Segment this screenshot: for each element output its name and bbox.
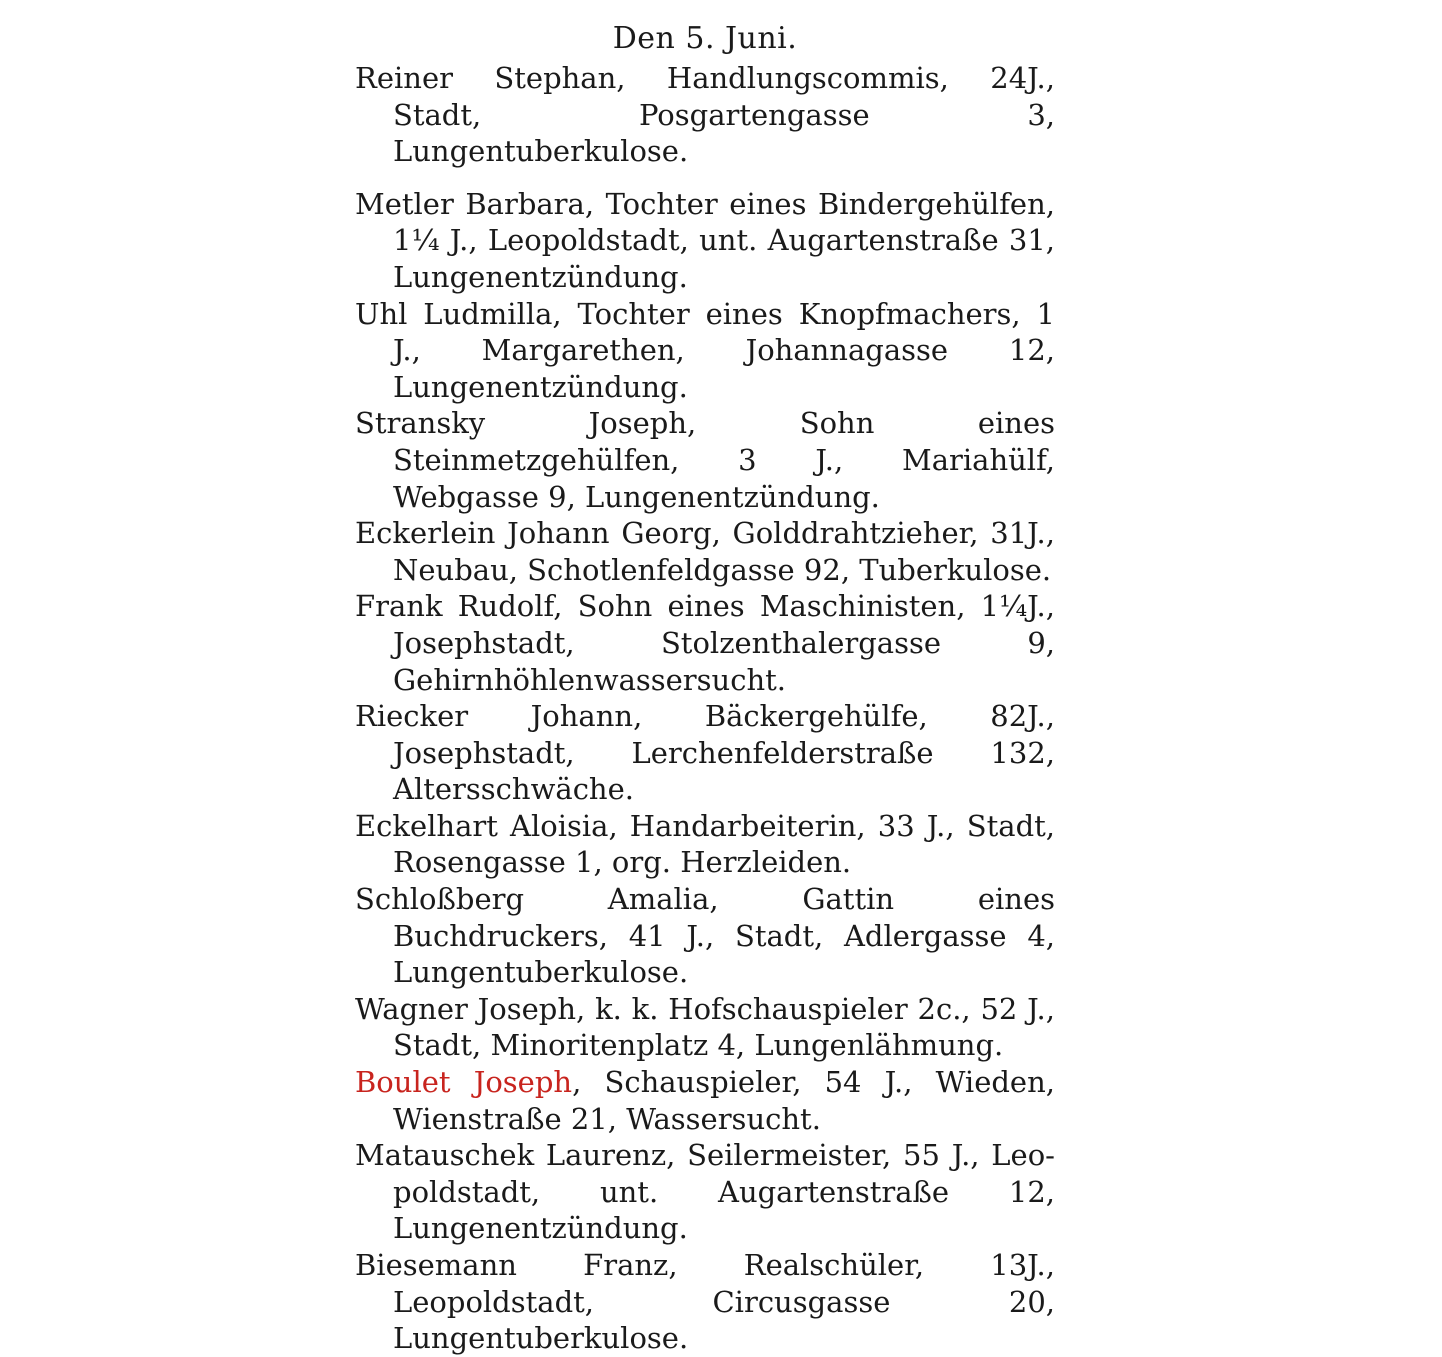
entry-details: , Seilermeister, 55 J., Leopoldstadt, unt. Augartenstraße 12, Lungenentzündung. [393,1138,1055,1246]
entry-name: Biesemann Franz [355,1248,669,1282]
entry-name: Eckelhart Aloisia [355,808,609,843]
entry-details: , Golddrahtzieher, 31J., Neubau, Schotlenfeldgasse 92, Tuberkulose. [393,516,1055,587]
entry-name: Riecker Johann [355,699,634,734]
entry-name: Matauschek Laurenz [355,1138,667,1173]
entry-name: Reiner Stephan [355,61,617,95]
register-entry [355,405,1055,515]
entry-details: , Gattin eines Buchdruckers, 41 J., Stadt, Adlergasse 4, Lungentuberkulose. [393,882,1055,990]
entry-details: , Schauspieler, 54 J., Wieden, Wienstraße 21, Wassersucht. [393,1065,1055,1136]
register-entry [355,1137,1055,1247]
register-entry [355,1247,1055,1357]
register-entry [355,186,1055,296]
entry-details: , Sohn eines Steinmetzgehülfen, 3 J., Mariahülf, Webgasse 9, Lungenentzündung. [393,406,1056,514]
entry-details: , Sohn eines Maschinisten, 1¼J., Josephstadt, Stolzenthalergasse 9, Gehirnhöhlenwassersucht. [393,589,1055,697]
entry-details: , Handlungscommis, 24J., Stadt, Posgartengasse 3, Lungentuberkulose. [393,61,1055,169]
entry-name: Stransky Joseph [355,406,688,441]
entry-details: , k. k. Hofschauspieler 2c., 52 J., Stadt, Minoritenplatz 4, Lungenlähmung. [393,991,1055,1063]
register-entry [355,881,1055,991]
death-register-column [355,20,1055,1357]
entry-name: Schloßberg Amalia [355,882,710,917]
register-entry [355,808,1055,881]
entry-name: Uhl Ludmilla [355,296,553,331]
register-entry [355,698,1055,808]
date-heading: Den 5. Juni. [612,21,798,56]
register-entry [355,60,1055,170]
register-entry [355,588,1055,698]
register-entry [355,296,1055,406]
entry-details: , Handarbeiterin, 33 J., Stadt, Rosengasse 1, org. Herzleiden. [393,808,1056,880]
entry-details: , Realschüler, 13J., Leopoldstadt, Circusgasse 20, Lungentuberkulose. [393,1248,1055,1356]
register-entry [355,515,1055,588]
entry-name: Wagner Joseph [355,991,577,1026]
entry-name: Metler Barbara [355,186,585,221]
register-entry-highlighted [355,1064,1055,1137]
entry-name: Eckerlein Johann Georg [355,516,712,551]
entry-details: , Tochter eines Knopfmachers, 1 J., Margarethen, Johannagasse 12, Lungenentzündung. [393,296,1055,404]
entry-name-highlighted: Boulet Joseph [355,1065,573,1100]
register-entry [355,991,1055,1064]
entry-details: , Tochter eines Bindergehülfen, 1¼ J., Leopoldstadt, unt. Augartenstraße 31, Lungenentzündung. [393,186,1055,294]
entry-details: , Bäckergehülfe, 82J., Josephstadt, Lerchenfelderstraße 132, Altersschwäche. [393,699,1055,807]
entry-name: Frank Rudolf [355,589,554,624]
